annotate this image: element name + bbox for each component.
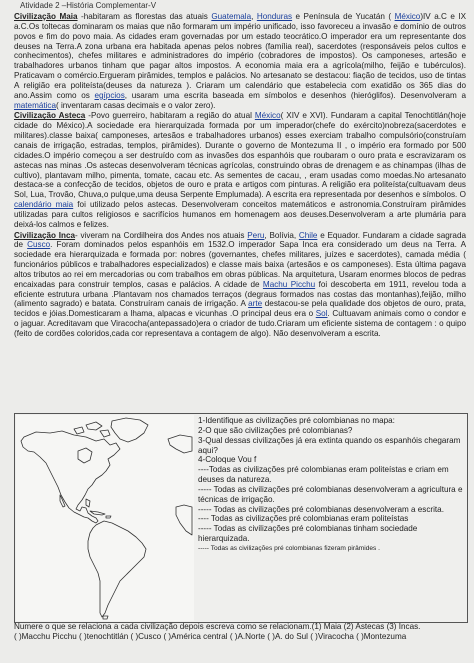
statement-5: ----- Todas as civilizações pré colombianas tinham sociedade hierarquizada. xyxy=(198,524,418,544)
question-4: 4-Coloque Vou f xyxy=(198,455,257,465)
asteca-text: ( XIV e XVI). Fundaram a capital Tenochtitlán(hoje cidade do México).A sociedade era hierarquizada formada por um imperador(chefe do exército)nobreza(sacerdotes e militares).classe baixa( camponeses, artesãos e trabalhadores urbanos) esses exerciam trabalho compulsório(construíam canais de irrigação, estradas, templos, pirâmides). Durante o governo de Montezuma II , o império era formado por 500 cidades.O império começou a ser destruído com as invasões dos espanhóis que roubaram o ouro prata e escravizaram os astecas nas minas .Os astecas desenvolveram técnicas agrícolas, construindo obras de drenagem e as chinampas (ilhas de cultivo), plantavam milho, pimenta, tomate, cacau etc. As sementes de cacau, , eram usadas como moedas.No artesanato destaca-se a confecção de tecidos, objetos de ouro e prata e artigos com pinturas. A religião era politeísta(cultuavam deus Sol, Lua, Trovão, Chuva,o pulque,uma deusa Serpente Emplumada). A escrita era representada por desenhos e símbolos. O xyxy=(14,111,467,200)
link-mexico[interactable]: México xyxy=(394,12,421,21)
inca-text: . Foram dominados pelos espanhóis em 1532.O imperador Sapa Inca era considerado um deus na Terra. A sociedade era hierarquizada e formada por: nobres (governantes, chefes militares, juízes e sacerdotes), camada média ( funcionários públicos e trabalhadores especializados) e classe mais baixa (artesãos e os camponeses). Esta última pagava altos tributos ao rei em mercadorias ou com trabalhos em obras públicas. Na arquitetura, Usaram enormes blocos de pedras encaixadas para construir templos, casas e palácios. A cidade de xyxy=(14,240,466,289)
statement-1: ----Todas as civilizações pré colombianas eram politeístas e criam em deuses da natureza. xyxy=(198,465,449,485)
worksheet-body xyxy=(14,12,466,340)
inca-text: foi descoberta em 1911, revelou toda a eficiente estrutura urbana .Plantavam nos chamados terraços (degraus formados nas costas das montanhas),feijão, milho (alimento sagrado) e batata. Construíram canais de irrigação. A xyxy=(14,279,466,309)
link-mexico-2[interactable]: México xyxy=(254,111,281,121)
link-sol[interactable]: Sol xyxy=(315,309,328,319)
maia-paragraph xyxy=(14,12,466,110)
inca-text: . Cultuavam animais como o condor e o jaguar. Acreditavam que Viracocha(antepassado)era o criador de tudo.Criaram um eficiente sistema de contagem : o quipo (feito de cordões coloridos,cada cor representava a contagem de algo). Não desenvolveram a escrita. xyxy=(14,309,466,338)
link-machu-picchu[interactable]: Machu Picchu xyxy=(262,279,316,289)
inca-paragraph xyxy=(14,231,466,339)
asteca-text: foi utilizado pelos astecas. Desenvolveram conceitos matemáticos e astronomia.Construíram pirâmides utilizadas para cultos religiosos e sacrifícios humanos em homenagem aos deuses.Desenvolveram a arte plumária para deixá-los calmos e felizes. xyxy=(14,200,466,229)
maia-text: , usaram uma escrita baseada em símbolos e desenhos (hieróglifos). Desenvolveram a xyxy=(124,90,466,100)
asteca-text: -Povo guerreiro, habitaram a região do atual xyxy=(85,111,255,121)
question-3: 3-Qual dessas civilizações já era extinta quando os espanhóis chegaram aqui? xyxy=(198,435,461,455)
inca-text: destacou-se pela qualidade dos objetos de ouro, prata, tecidos e jóias.Domesticaram a lhama, alpacas e vicunhas .O principal deus era o xyxy=(14,299,467,319)
maia-text: )IV a.C e IX a.C.Os toltecas dominaram os maias que não formaram um império unificado, isso favoreceu a invasão e domínio de outros povos e fim do povo maia. As cidades eram governadas por um estado teocrático.O imperador era um representante dos deuses na Terra.A zona urbana era habitada apenas pelos nobres (família real), sacerdotes (responsáveis pelos cultos e conhecimentos), chefes militares e administradores do império (cobradores de impostos). Os camponeses, artesão e trabalhadores urbanos tinham que pagar altos impostos. A economia maia era a agrícola(milho, feijão e tubérculos). Praticavam o comércio.Ergueram pirâmides, templos e palácios. No artesanato se destacou: fiação de tecidos, uso de tintas A religião era politeísta(deuses da natureza ). Criaram um calendário que estabelecia com exatidão os 365 dias do ano.Assim como os xyxy=(14,12,467,100)
link-egipcios[interactable]: egípcios xyxy=(94,90,125,100)
question-2: 2-O que são civilizações pré colombianas? xyxy=(198,425,353,435)
link-chile[interactable]: Chile xyxy=(298,230,318,240)
statement-2: ----- Todas as civilizações pré colombianas desenvolveram a agricultura e técnicas de irrigação. xyxy=(198,484,463,504)
statement-4: ---- Todas as civilizações pré colombianas eram politeístas xyxy=(198,514,409,524)
inca-text: - viveram na Cordilheira dos Andes nos atuais xyxy=(75,230,248,240)
link-peru[interactable]: Peru xyxy=(247,230,265,240)
exercise-box xyxy=(14,413,468,623)
maia-text: e Península de Yucatán ( xyxy=(292,12,395,21)
inca-text: e Equador. Fundaram a cidade sagrada de xyxy=(14,230,466,250)
statement-6: ----- Todas as civilizações pré colombianas fizeram pirâmides . xyxy=(198,544,381,552)
link-calendario-maia[interactable]: calendário maia xyxy=(14,200,74,210)
matching-items: ( )Macchu Picchu ( )tenochtitlán ( )Cusco ( )América central ( )A.Norte ( )A. do Sul ( )Viracocha ( )Montezuma xyxy=(14,631,407,641)
maia-title: Civilização Maia xyxy=(14,12,78,21)
link-matematica[interactable]: matemática xyxy=(14,100,56,110)
matching-instructions: Numere o que se relaciona a cada civilização depois escreva como se relacionam.(1) Maia (2) Astecas (3) Incas. xyxy=(14,622,421,631)
link-cusco[interactable]: Cusco xyxy=(27,240,51,250)
inca-title: Civilização Inca xyxy=(14,230,76,240)
maia-text: , xyxy=(251,12,257,21)
worksheet-header: Atividade 2 –História Complementar-V xyxy=(20,1,157,10)
statement-3: ----- Todas as civilizações pré colombianas desenvolveram a escrita. xyxy=(198,504,444,514)
question-1: 1-Identifique as civilizações pré colombianas no mapa: xyxy=(198,416,395,425)
maia-text: -habitaram as florestas das atuais xyxy=(77,12,212,21)
link-arte[interactable]: arte xyxy=(248,299,263,309)
questions-list xyxy=(198,416,463,554)
americas-map xyxy=(16,415,194,621)
asteca-title: Civilização Asteca xyxy=(14,111,86,121)
matching-exercise xyxy=(14,622,466,642)
link-honduras[interactable]: Honduras xyxy=(256,12,293,21)
link-guatemala[interactable]: Guatemala xyxy=(211,12,252,21)
asteca-paragraph xyxy=(14,111,466,229)
inca-text: , Bolívia, xyxy=(264,230,299,240)
maia-text: ( inventaram casas decimais e o valor zero). xyxy=(56,100,216,110)
americas-outline-map xyxy=(16,415,194,621)
